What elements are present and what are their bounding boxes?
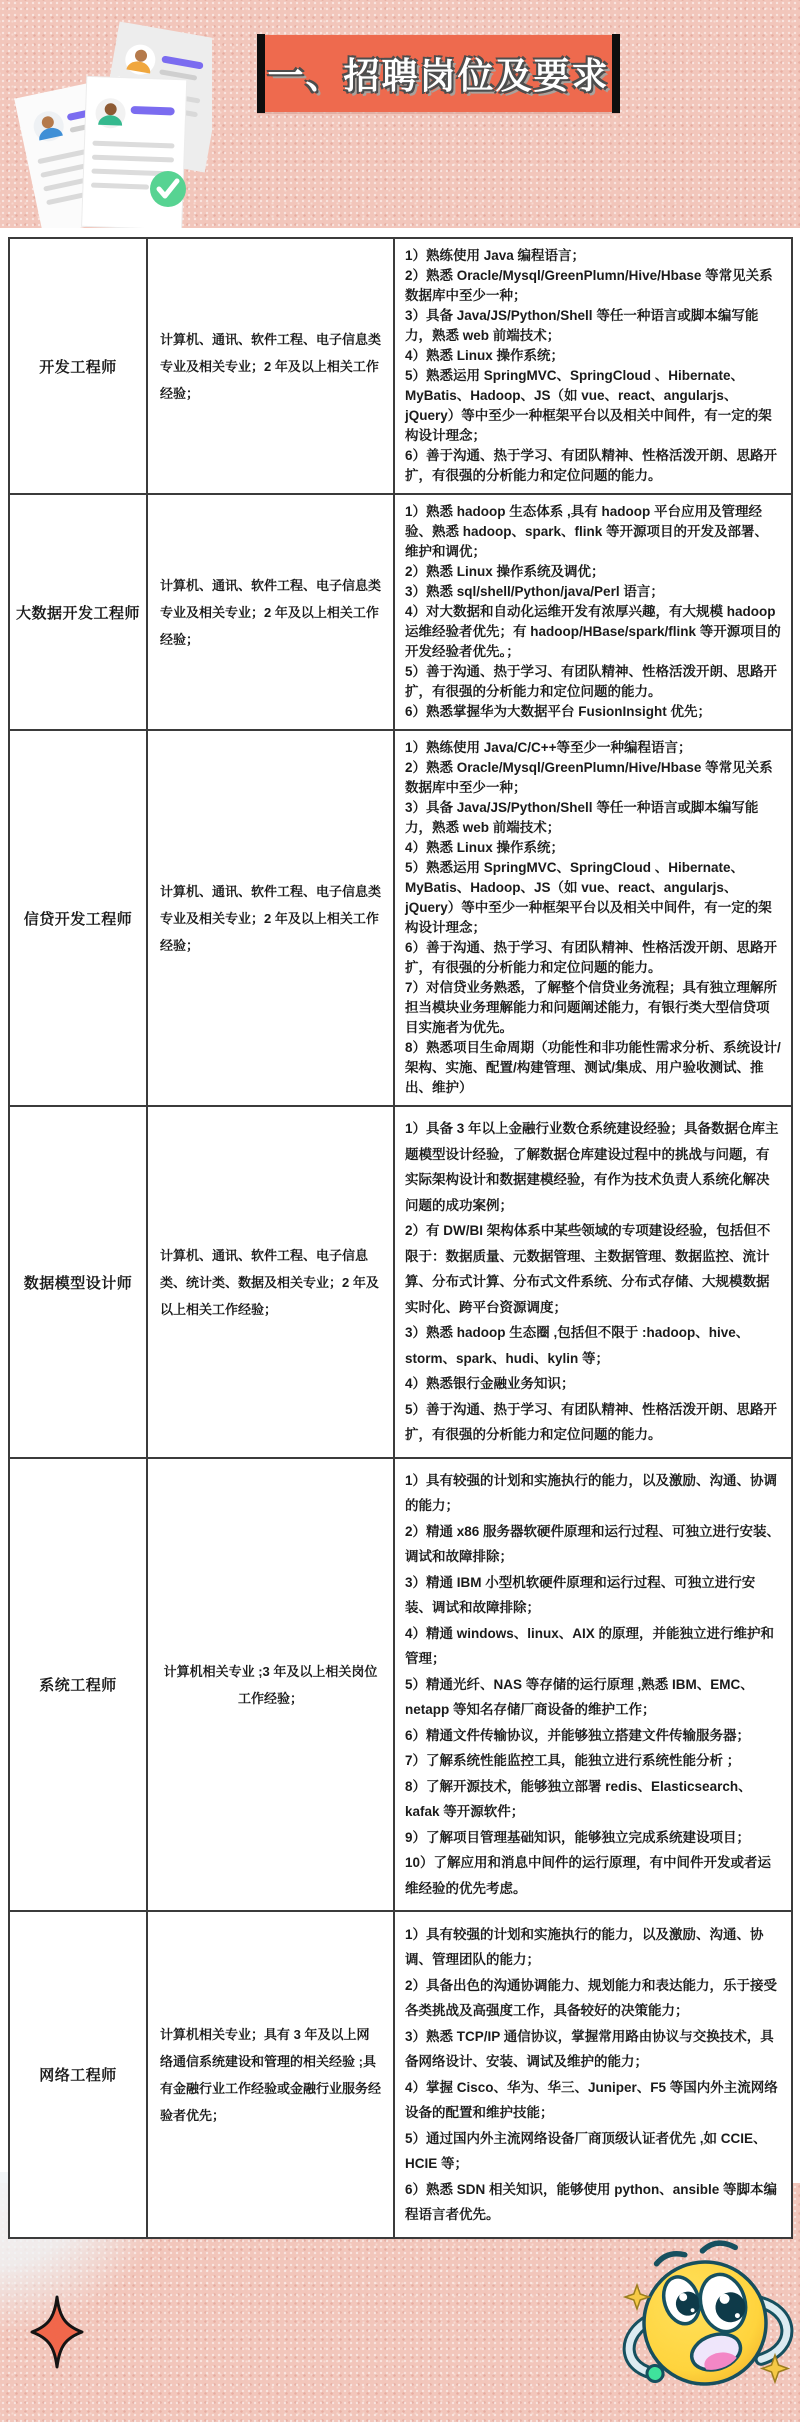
requirements-cell <box>394 1911 792 2238</box>
requirement-item: 6）善于沟通、热于学习、有团队精神、性格活泼开朗、思路开扩，有很强的分析能力和定位问题的能力。 <box>405 448 778 483</box>
position-cell <box>9 1911 147 2238</box>
requirement-item: 7）对信贷业务熟悉，了解整个信贷业务流程；具有独立理解所担当模块业务理解能力和问题阐述能力，有银行类大型信贷项目实施者为优先。 <box>405 980 778 1035</box>
requirement-item: 2）精通 x86 服务器软硬件原理和运行过程、可独立进行安装、调试和故障排除； <box>405 1523 781 1565</box>
qualification-cell <box>147 730 394 1106</box>
qualification-text: 计算机相关专业；具有 3 年及以上网络通信系统建设和管理的相关经验 ;具有金融行业工作经验或金融行业服务经验者优先； <box>160 2026 382 2123</box>
qualification-text: 计算机、通讯、软件工程、电子信息类、统计类、数据及相关专业；2 年及以上相关工作经验； <box>160 1247 379 1317</box>
position-cell <box>9 1458 147 1911</box>
position-name: 系统工程师 <box>39 1677 117 1694</box>
requirement-item: 4）熟悉银行金融业务知识； <box>405 1376 575 1392</box>
requirement-item: 7）了解系统性能监控工具，能独立进行系统性能分析 ； <box>405 1753 741 1769</box>
requirement-item: 5）精通光纤、NAS 等存储的运行原理 ,熟悉 IBM、EMC、netapp 等知名存储厂商设备的维护工作； <box>405 1676 754 1718</box>
requirements-cell <box>394 1106 792 1458</box>
qualification-text: 计算机、通讯、软件工程、电子信息类专业及相关专业；2 年及以上相关工作经验； <box>160 331 382 401</box>
banner-right-bar <box>612 34 620 113</box>
requirement-item: 4）熟悉 Linux 操作系统； <box>405 840 565 855</box>
requirement-item: 2）熟悉 Oracle/Mysql/GreenPlumn/Hive/Hbase 等常见关系数据库中至少一种； <box>405 268 773 303</box>
requirement-item: 3）熟悉 TCP/IP 通信协议，掌握常用路由协议与交换技术，具备网络设计、安装、调试及维护的能力； <box>405 2028 774 2069</box>
requirements-cell <box>394 730 792 1106</box>
requirement-item: 2）熟悉 Oracle/Mysql/GreenPlumn/Hive/Hbase 等常见关系数据库中至少一种； <box>405 760 773 795</box>
requirement-item: 2）有 DW/BI 架构体系中某些领域的专项建设经验，包括但不限于：数据质量、元数据管理、主数据管理、数据监控、流计算、分布式计算、分布式文件系统、分布式存储、大规模数据实时化、跨平台资源调度； <box>405 1223 771 1315</box>
requirement-item: 1）具有较强的计划和实施执行的能力，以及激励、沟通、协调、管理团队的能力； <box>405 1926 764 1967</box>
requirements-cell <box>394 1458 792 1911</box>
requirement-item: 8）了解开源技术，能够独立部署 redis、Elasticsearch、kafak 等开源软件； <box>405 1778 752 1820</box>
requirement-item: 1）熟练使用 Java/C/C++等至少一种编程语言； <box>405 740 692 755</box>
position-cell <box>9 730 147 1106</box>
requirement-item: 1）具有较强的计划和实施执行的能力，以及激励、沟通、协调的能力； <box>405 1472 778 1514</box>
requirement-item: 4）精通 windows、linux、AIX 的原理，并能独立进行维护和管理； <box>405 1625 775 1667</box>
table-row <box>9 1458 792 1911</box>
position-cell <box>9 238 147 494</box>
table-row <box>9 730 792 1106</box>
qualification-text: 计算机相关专业 ;3 年及以上相关岗位工作经验； <box>163 1663 378 1706</box>
requirement-item: 3）熟悉 sql/shell/Python/java/Perl 语言； <box>405 584 664 599</box>
resumes-illustration <box>12 18 212 233</box>
requirement-item: 5）通过国内外主流网络设备厂商顶级认证者优先 ,如 CCIE、HCIE 等； <box>405 2130 767 2171</box>
requirement-item: 6）熟悉掌握华为大数据平台 FusionInsight 优先； <box>405 704 711 719</box>
qualification-cell <box>147 1106 394 1458</box>
requirement-item: 6）精通文件传输协议，并能够独立搭建文件传输服务器； <box>405 1727 751 1743</box>
requirement-item: 4）熟悉 Linux 操作系统； <box>405 348 565 363</box>
position-name: 信贷开发工程师 <box>23 910 133 928</box>
four-point-sparkle-icon <box>28 2292 86 2377</box>
table-row <box>9 494 792 730</box>
section-title: 一、招聘岗位及要求 <box>267 55 610 96</box>
requirements-cell <box>394 494 792 730</box>
qualification-cell <box>147 1458 394 1911</box>
requirement-item: 3）精通 IBM 小型机软硬件原理和运行过程、可独立进行安装、调试和故障排除； <box>405 1574 756 1616</box>
requirement-item: 5）熟悉运用 SpringMVC、SpringCloud 、Hibernate、MyBatis、Hadoop、JS（如 vue、react、angularjs、jQuery）等中至少一种框架平台以及相关中间件，有一定的架构设计理念； <box>405 860 772 935</box>
qualification-cell <box>147 1911 394 2238</box>
requirement-item: 4）掌握 Cisco、华为、华三、Juniper、F5 等国内外主流网络设备的配置和维护技能； <box>405 2079 778 2120</box>
requirement-item: 5）熟悉运用 SpringMVC、SpringCloud 、Hibernate、MyBatis、Hadoop、JS（如 vue、react、angularjs、jQuery）等中至少一种框架平台以及相关中间件，有一定的架构设计理念； <box>405 368 772 443</box>
qualification-cell <box>147 494 394 730</box>
qualification-cell <box>147 238 394 494</box>
requirement-item: 1）熟练使用 Java 编程语言； <box>405 248 586 263</box>
qualification-text: 计算机、通讯、软件工程、电子信息类专业及相关专业；2 年及以上相关工作经验； <box>160 883 382 953</box>
table-row <box>9 1106 792 1458</box>
requirement-item: 3）具备 Java/JS/Python/Shell 等任一种语言或脚本编写能力，熟悉 web 前端技术； <box>405 308 759 343</box>
position-cell <box>9 1106 147 1458</box>
requirement-item: 1）熟悉 hadoop 生态体系 ,具有 hadoop 平台应用及管理经验、熟悉 hadoop、spark、flink 等开源项目的开发及部署、维护和调优； <box>405 504 769 559</box>
requirements-cell <box>394 238 792 494</box>
requirement-item: 8）熟悉项目生命周期（功能性和非功能性需求分析、系统设计/架构、实施、配置/构建管理、测试/集成、用户验收测试、推出、维护） <box>405 1040 781 1095</box>
position-name: 数据模型设计师 <box>23 1274 133 1292</box>
section-banner <box>257 35 620 112</box>
banner-left-bar <box>257 34 265 113</box>
requirement-item: 2）具备出色的沟通协调能力、规划能力和表达能力，乐于接受各类挑战及高强度工作，具备较好的决策能力； <box>405 1977 778 2018</box>
requirement-item: 6）善于沟通、热于学习、有团队精神、性格活泼开朗、思路开扩，有很强的分析能力和定位问题的能力。 <box>405 940 778 975</box>
requirement-item: 5）善于沟通、热于学习、有团队精神、性格活泼开朗、思路开扩，有很强的分析能力和定位问题的能力。 <box>405 664 778 699</box>
requirement-item: 4）对大数据和自动化运维开发有浓厚兴趣，有大规模 hadoop 运维经验者优先；有 hadoop/HBase/spark/flink 等开源项目的开发经验者优先。； <box>405 604 781 659</box>
check-icon <box>150 171 186 207</box>
position-name: 大数据开发工程师 <box>15 604 140 622</box>
requirement-item: 10）了解应用和消息中间件的运行原理，有中间件开发或者运维经验的优先考虑。 <box>405 1855 772 1896</box>
requirement-item: 3）具备 Java/JS/Python/Shell 等任一种语言或脚本编写能力，熟悉 web 前端技术； <box>405 800 759 835</box>
position-cell <box>9 494 147 730</box>
requirement-item: 3）熟悉 hadoop 生态圈 ,包括但不限于 :hadoop、hive、storm、spark、hudi、kylin 等； <box>405 1325 750 1366</box>
position-name: 网络工程师 <box>39 2067 117 2084</box>
requirement-item: 9）了解项目管理基础知识，能够独立完成系统建设项目； <box>405 1829 751 1845</box>
jobs-table <box>8 237 793 2239</box>
qualification-text: 计算机、通讯、软件工程、电子信息类专业及相关专业；2 年及以上相关工作经验； <box>160 577 382 647</box>
requirement-item: 1）具备 3 年以上金融行业数仓系统建设经验；具备数据仓库主题模型设计经验，了解数据仓库建设过程中的挑战与问题，有实际架构设计和数据建模经验，有作为技术负责人系统化解决问题的成功案例； <box>405 1121 779 1213</box>
requirement-item: 5）善于沟通、热于学习、有团队精神、性格活泼开朗、思路开扩，有很强的分析能力和定位问题的能力。 <box>405 1401 778 1443</box>
excited-smiley-character-icon <box>615 2233 795 2418</box>
requirement-item: 6）熟悉 SDN 相关知识，能够使用 python、ansible 等脚本编程语言者优先。 <box>405 2181 778 2222</box>
table-row <box>9 1911 792 2238</box>
position-name: 开发工程师 <box>39 358 117 376</box>
table-row <box>9 238 792 494</box>
requirement-item: 2）熟悉 Linux 操作系统及调优； <box>405 564 605 579</box>
